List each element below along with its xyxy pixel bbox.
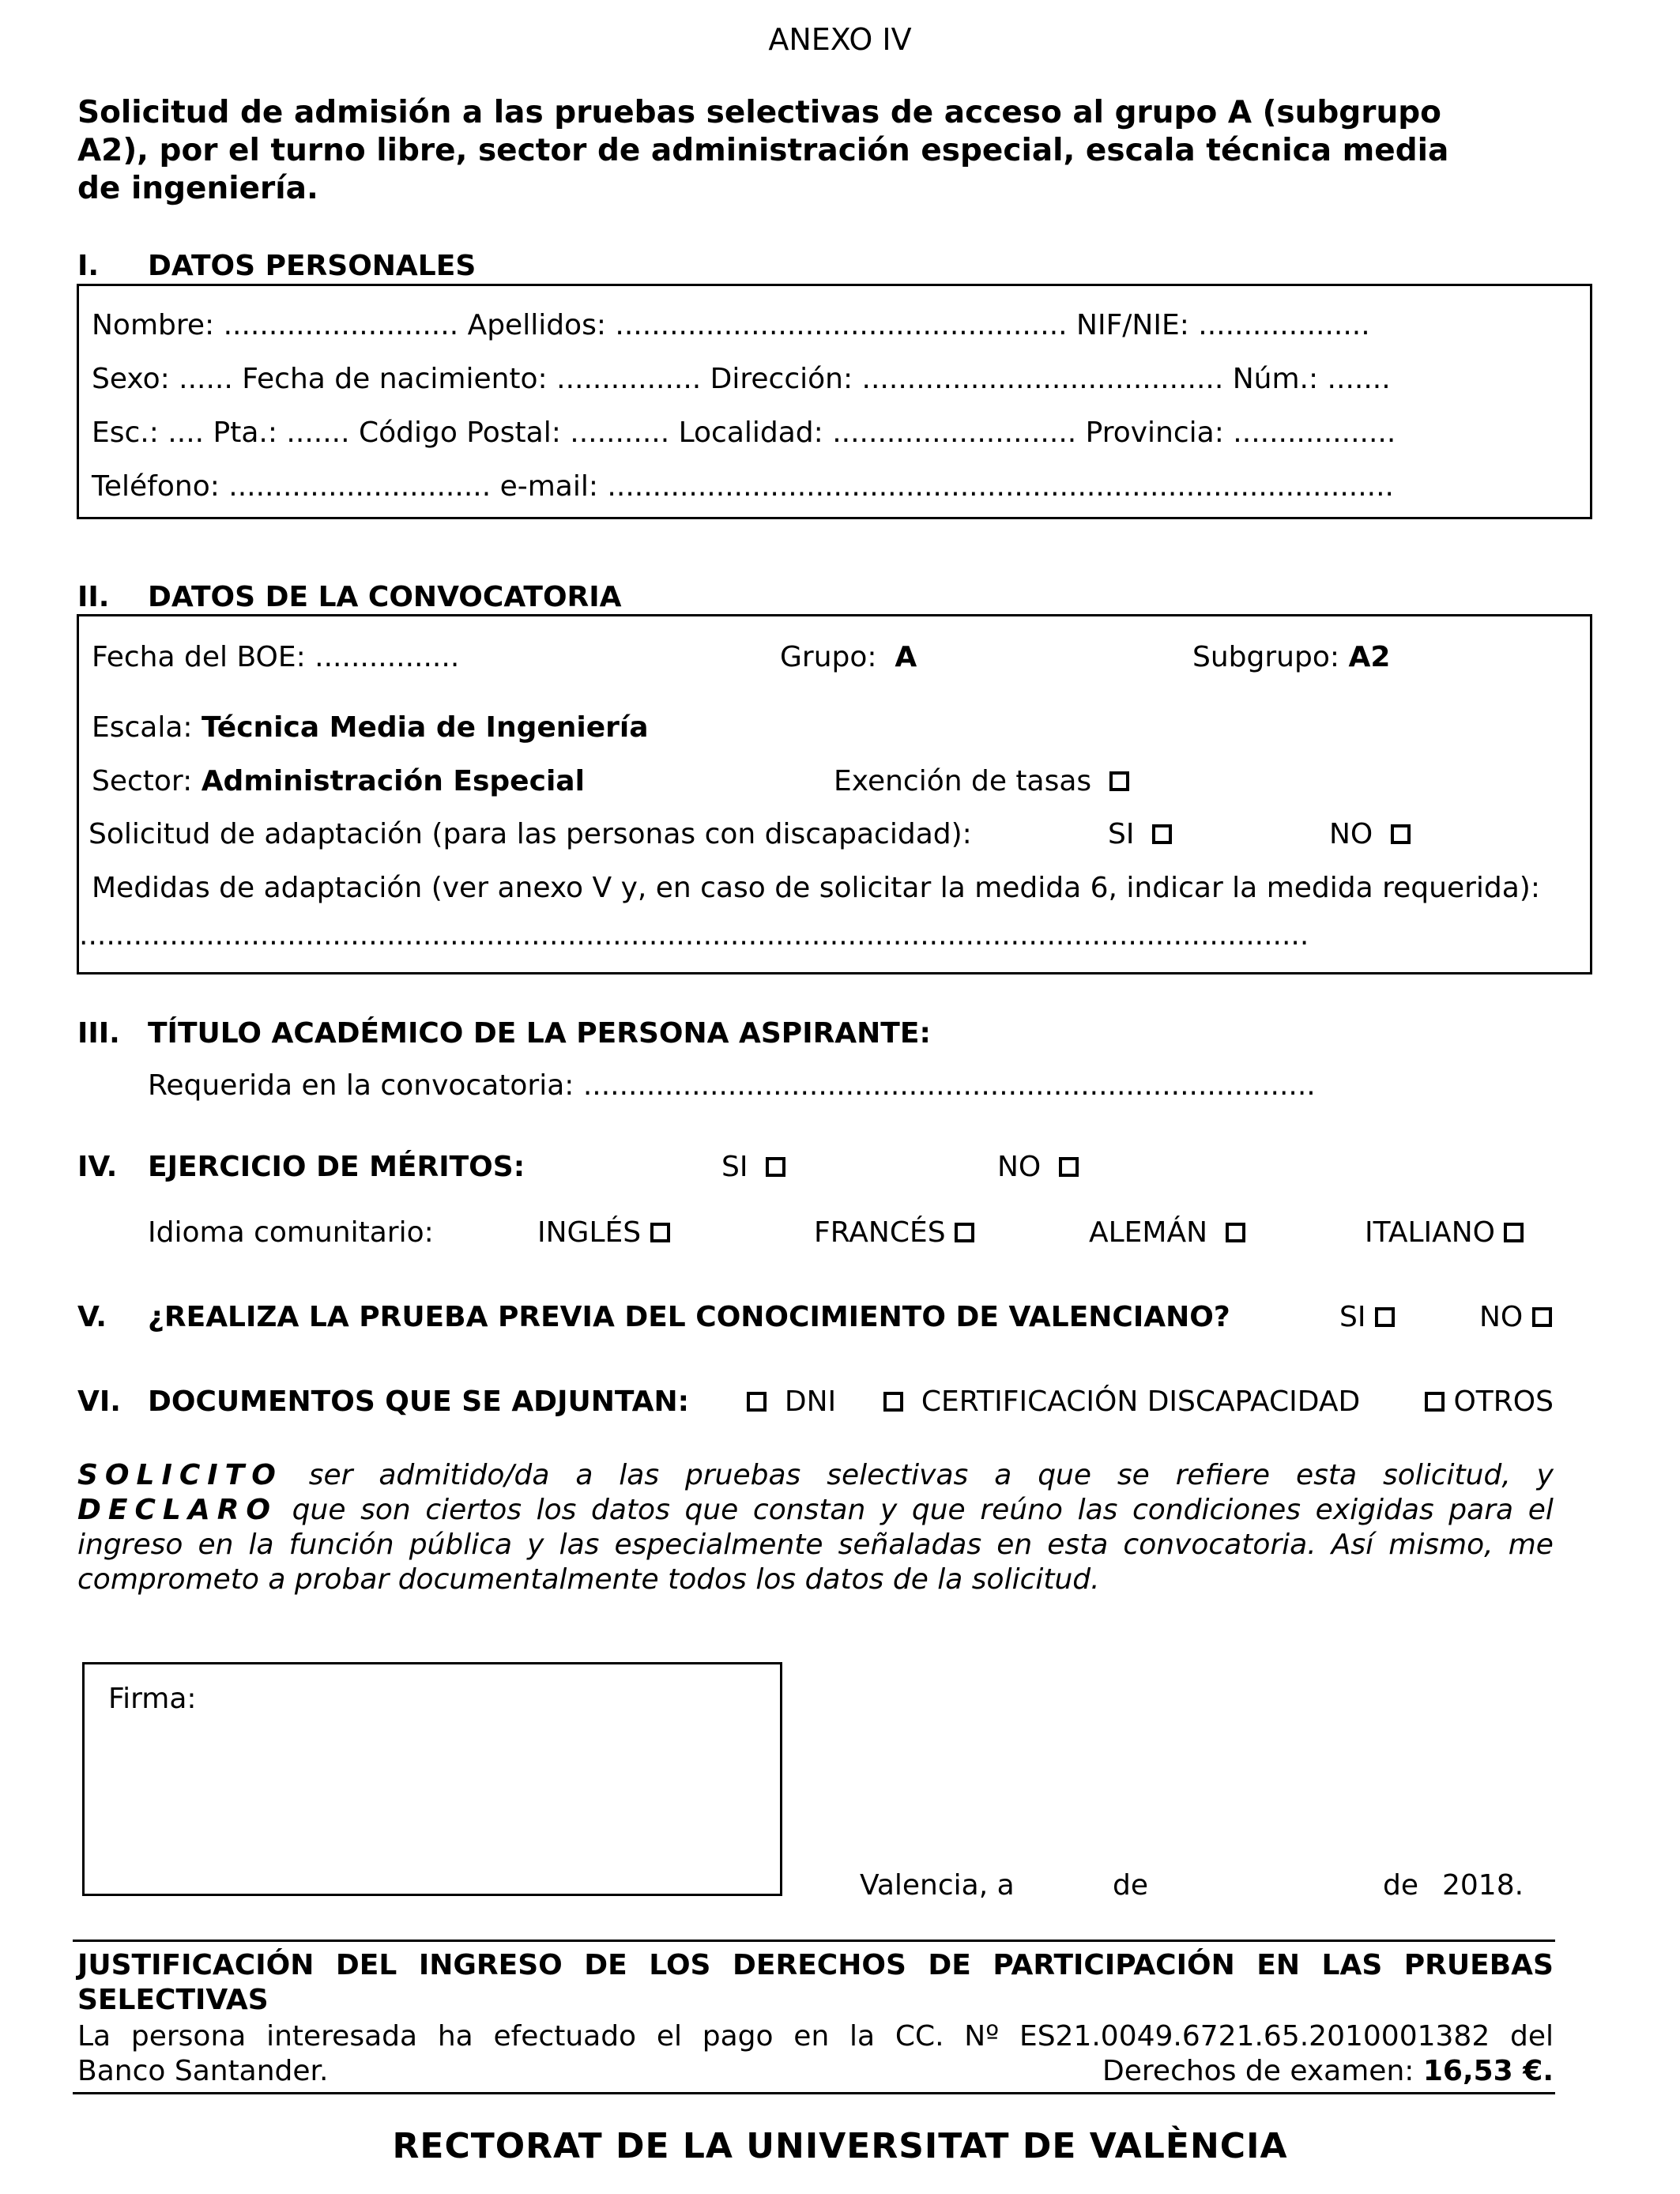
word: ha xyxy=(437,2020,473,2053)
word: CC. xyxy=(895,2020,944,2053)
ingles-label: INGLÉS xyxy=(537,1216,642,1249)
justification-text-line-2 xyxy=(77,2054,1554,2089)
section-1-title: DATOS PERSONALES xyxy=(148,250,477,282)
word: reúno xyxy=(980,1494,1063,1526)
word: DE xyxy=(584,1949,627,1981)
meritos-si-checkbox[interactable] xyxy=(766,1157,785,1177)
signature-box[interactable] xyxy=(82,1662,782,1896)
word: el xyxy=(656,2020,682,2053)
word: en xyxy=(996,1529,1033,1561)
word: que xyxy=(911,1494,966,1526)
subgrupo-field xyxy=(1192,640,1390,675)
dni-label: DNI xyxy=(784,1385,837,1418)
word: ciertos xyxy=(425,1494,522,1526)
word: solicitud, xyxy=(1382,1459,1511,1491)
meritos-si-label: SI xyxy=(721,1151,748,1183)
word: INGRESO xyxy=(418,1949,563,1981)
grupo-field xyxy=(780,640,917,675)
meritos-no-checkbox[interactable] xyxy=(1059,1157,1079,1177)
date-valencia: Valencia, a xyxy=(860,1869,1015,1902)
declaration-line-4: comprometo a probar documentalmente todos los datos de la solicitud. xyxy=(77,1563,1100,1596)
exam-fee xyxy=(1102,2054,1554,2089)
personal-row-name[interactable]: Nombre: .......................... Apellidos: .................................................. NIF/NIE: ................... xyxy=(92,309,1370,341)
sector-label: Sector: xyxy=(92,765,193,797)
form-title-line-1: Solicitud de admisión a las pruebas selectivas de acceso al grupo A (subgrupo xyxy=(77,95,1441,130)
form-title-line-2: A2), por el turno libre, sector de administración especial, escala técnica media xyxy=(77,133,1449,168)
declaration-line-1 xyxy=(77,1458,1554,1493)
word: pruebas xyxy=(685,1459,801,1491)
declaration-text xyxy=(77,1458,1554,1597)
word: son xyxy=(360,1494,411,1526)
section-4-number: IV. xyxy=(77,1151,118,1183)
word: del xyxy=(1509,2020,1554,2053)
subgrupo-value: A2 xyxy=(1348,641,1391,673)
word: la xyxy=(248,1529,274,1561)
word: interesada xyxy=(266,2020,418,2053)
adaptacion-no-option xyxy=(1329,817,1411,852)
word: Así xyxy=(1331,1529,1374,1561)
justification-title-line-2: SELECTIVAS xyxy=(77,1984,269,2016)
section-1-number: I. xyxy=(77,250,100,282)
word: JUSTIFICACIÓN xyxy=(77,1949,315,1981)
certificacion-option xyxy=(883,1385,1360,1419)
personal-row-postal[interactable]: Esc.: .... Pta.: ....... Código Postal: ........... Localidad: ........................... Provincia: .................. xyxy=(92,417,1396,449)
word: Nº xyxy=(964,2020,1000,2053)
word: efectuado xyxy=(493,2020,637,2053)
grupo-label: Grupo: xyxy=(780,641,877,673)
idioma-label: Idioma comunitario: xyxy=(148,1216,434,1249)
word: pública xyxy=(409,1529,513,1561)
escala-value: Técnica Media de Ingeniería xyxy=(202,711,649,744)
section-6-title: DOCUMENTOS QUE SE ADJUNTAN: xyxy=(148,1385,689,1418)
word: me xyxy=(1508,1529,1554,1561)
dni-checkbox[interactable] xyxy=(747,1392,767,1412)
word: en xyxy=(793,2020,830,2053)
personal-row-contact[interactable]: Teléfono: ............................. e-mail: ....................................................................................... xyxy=(92,470,1395,503)
word: a xyxy=(994,1459,1012,1491)
personal-data-box xyxy=(77,284,1592,519)
exencion-option xyxy=(834,764,1129,799)
section-3-title: TÍTULO ACADÉMICO DE LA PERSONA ASPIRANTE: xyxy=(148,1017,931,1050)
escala-label: Escala: xyxy=(92,711,193,744)
word: las xyxy=(559,1529,600,1561)
section-2-title: DATOS DE LA CONVOCATORIA xyxy=(148,581,622,613)
word: para xyxy=(1448,1494,1514,1526)
ingles-checkbox[interactable] xyxy=(650,1223,670,1242)
justification-top-rule xyxy=(73,1940,1555,1942)
word: las xyxy=(619,1459,660,1491)
otros-checkbox[interactable] xyxy=(1425,1392,1445,1412)
convocatoria-box xyxy=(77,614,1592,974)
word: señaladas xyxy=(838,1529,982,1561)
word: La xyxy=(77,2020,111,2053)
word: DERECHOS xyxy=(733,1949,906,1981)
word: que xyxy=(684,1494,739,1526)
valenciano-si-option xyxy=(1339,1300,1395,1335)
signature-label: Firma: xyxy=(108,1683,197,1715)
exencion-label: Exención de tasas xyxy=(834,765,1092,797)
frances-label: FRANCÉS xyxy=(814,1216,946,1249)
dni-option xyxy=(747,1385,836,1419)
solicito-word: SOLICITO xyxy=(77,1459,283,1491)
aleman-option xyxy=(1089,1216,1245,1250)
word: las xyxy=(1077,1494,1118,1526)
word: mismo, xyxy=(1388,1529,1494,1561)
rectorat-footer: RECTORAT DE LA UNIVERSITAT DE VALÈNCIA xyxy=(392,2126,1288,2166)
escala-field xyxy=(92,711,649,745)
adaptacion-si-label: SI xyxy=(1108,818,1135,850)
word: exigidas xyxy=(1315,1494,1434,1526)
word: refiere xyxy=(1175,1459,1271,1491)
titulo-requerido-field[interactable]: Requerida en la convocatoria: ................................................................................. xyxy=(148,1069,1316,1102)
declaration-line-3 xyxy=(77,1528,1554,1563)
word: esta xyxy=(1047,1529,1109,1561)
word: ES21.0049.6721.65.2010001382 xyxy=(1019,2020,1490,2053)
word: función xyxy=(288,1529,394,1561)
valenciano-no-checkbox[interactable] xyxy=(1532,1307,1552,1327)
section-5-number: V. xyxy=(77,1301,107,1333)
justification-bottom-rule xyxy=(73,2092,1555,2094)
section-3-number: III. xyxy=(77,1017,120,1050)
word: admitido/da xyxy=(379,1459,550,1491)
justification-text xyxy=(77,2019,1554,2089)
grupo-value: A xyxy=(895,641,917,673)
italiano-option xyxy=(1365,1216,1524,1250)
medidas-label: Medidas de adaptación (ver anexo V y, en caso de solicitar la medida 6, indicar la medida requerida): xyxy=(92,872,1540,904)
valenciano-si-label: SI xyxy=(1339,1301,1366,1333)
adaptacion-si-checkbox[interactable] xyxy=(1152,824,1172,844)
bank-name: Banco Santander. xyxy=(77,2055,329,2087)
annex-label: ANEXO IV xyxy=(768,22,912,57)
ingles-option xyxy=(537,1216,670,1250)
declaration-line-2 xyxy=(77,1493,1554,1528)
word: condiciones xyxy=(1132,1494,1301,1526)
adaptacion-no-label: NO xyxy=(1329,818,1373,850)
meritos-si-option xyxy=(721,1150,785,1185)
section-2-number: II. xyxy=(77,581,110,613)
valenciano-si-checkbox[interactable] xyxy=(1375,1307,1395,1327)
frances-option xyxy=(814,1216,974,1250)
adaptacion-no-checkbox[interactable] xyxy=(1391,824,1411,844)
aleman-label: ALEMÁN xyxy=(1089,1216,1208,1249)
word: y xyxy=(880,1494,898,1526)
word: los xyxy=(536,1494,577,1526)
date-year: 2018. xyxy=(1442,1869,1524,1902)
adaptacion-label: Solicitud de adaptación (para las personas con discapacidad): xyxy=(89,818,972,850)
word: DEL xyxy=(335,1949,397,1981)
boe-date-field[interactable]: Fecha del BOE: ................ xyxy=(92,641,460,673)
section-5-title: ¿REALIZA LA PRUEBA PREVIA DEL CONOCIMIENTO DE VALENCIANO? xyxy=(148,1301,1230,1333)
date-de-2: de xyxy=(1383,1869,1418,1902)
word: esta xyxy=(1295,1459,1358,1491)
otros-label: OTROS xyxy=(1453,1385,1554,1418)
certificacion-checkbox[interactable] xyxy=(883,1392,903,1412)
adaptacion-si-option xyxy=(1108,817,1172,852)
word: que xyxy=(292,1494,346,1526)
word: LOS xyxy=(649,1949,711,1981)
word: constan xyxy=(752,1494,866,1526)
frances-checkbox[interactable] xyxy=(955,1223,974,1242)
word: que xyxy=(1038,1459,1092,1491)
sector-field xyxy=(92,764,585,799)
meritos-no-label: NO xyxy=(997,1151,1042,1183)
justification-text-line-1 xyxy=(77,2019,1554,2054)
word: especialmente xyxy=(614,1529,823,1561)
exencion-checkbox[interactable] xyxy=(1109,771,1129,791)
date-de-1: de xyxy=(1113,1869,1148,1902)
sector-value: Administración Especial xyxy=(201,765,585,797)
otros-option xyxy=(1425,1385,1554,1419)
word: DE xyxy=(928,1949,971,1981)
meritos-no-option xyxy=(997,1150,1079,1185)
valenciano-no-option xyxy=(1479,1300,1552,1335)
word: datos xyxy=(591,1494,670,1526)
form-title-line-3: de ingeniería. xyxy=(77,171,318,206)
word: la xyxy=(849,2020,876,2053)
word: y xyxy=(527,1529,544,1561)
medidas-input[interactable]: ........................................................................................................................................ xyxy=(79,919,1309,952)
valenciano-no-label: NO xyxy=(1479,1301,1524,1333)
word: el xyxy=(1527,1494,1554,1526)
justification-title xyxy=(77,1948,1554,2018)
word: selectivas xyxy=(827,1459,969,1491)
italiano-checkbox[interactable] xyxy=(1504,1223,1524,1242)
italiano-label: ITALIANO xyxy=(1365,1216,1496,1249)
word: ingreso xyxy=(77,1529,183,1561)
word: PARTICIPACIÓN xyxy=(993,1949,1235,1981)
word: a xyxy=(575,1459,593,1491)
word: ser xyxy=(308,1459,353,1491)
word: PRUEBAS xyxy=(1403,1949,1554,1981)
section-4-title: EJERCICIO DE MÉRITOS: xyxy=(148,1151,525,1183)
word: pago xyxy=(702,2020,774,2053)
aleman-checkbox[interactable] xyxy=(1226,1223,1245,1242)
exam-fee-label: Derechos de examen: xyxy=(1102,2055,1414,2087)
word: LAS xyxy=(1321,1949,1383,1981)
subgrupo-label: Subgrupo: xyxy=(1192,641,1339,673)
certificacion-label: CERTIFICACIÓN DISCAPACIDAD xyxy=(921,1385,1361,1418)
word: EN xyxy=(1256,1949,1300,1981)
word: en xyxy=(198,1529,234,1561)
word: persona xyxy=(130,2020,247,2053)
exam-fee-amount: 16,53 €. xyxy=(1422,2055,1554,2087)
justification-title-line-1 xyxy=(77,1948,1554,1983)
section-6-number: VI. xyxy=(77,1385,121,1418)
word: convocatoria. xyxy=(1123,1529,1317,1561)
personal-row-sex-birth-address[interactable]: Sexo: ...... Fecha de nacimiento: ................ Dirección: ........................................ Núm.: ....... xyxy=(92,363,1391,395)
declaro-word: DECLARO xyxy=(77,1494,278,1526)
word: se xyxy=(1117,1459,1150,1491)
word: y xyxy=(1536,1459,1554,1491)
